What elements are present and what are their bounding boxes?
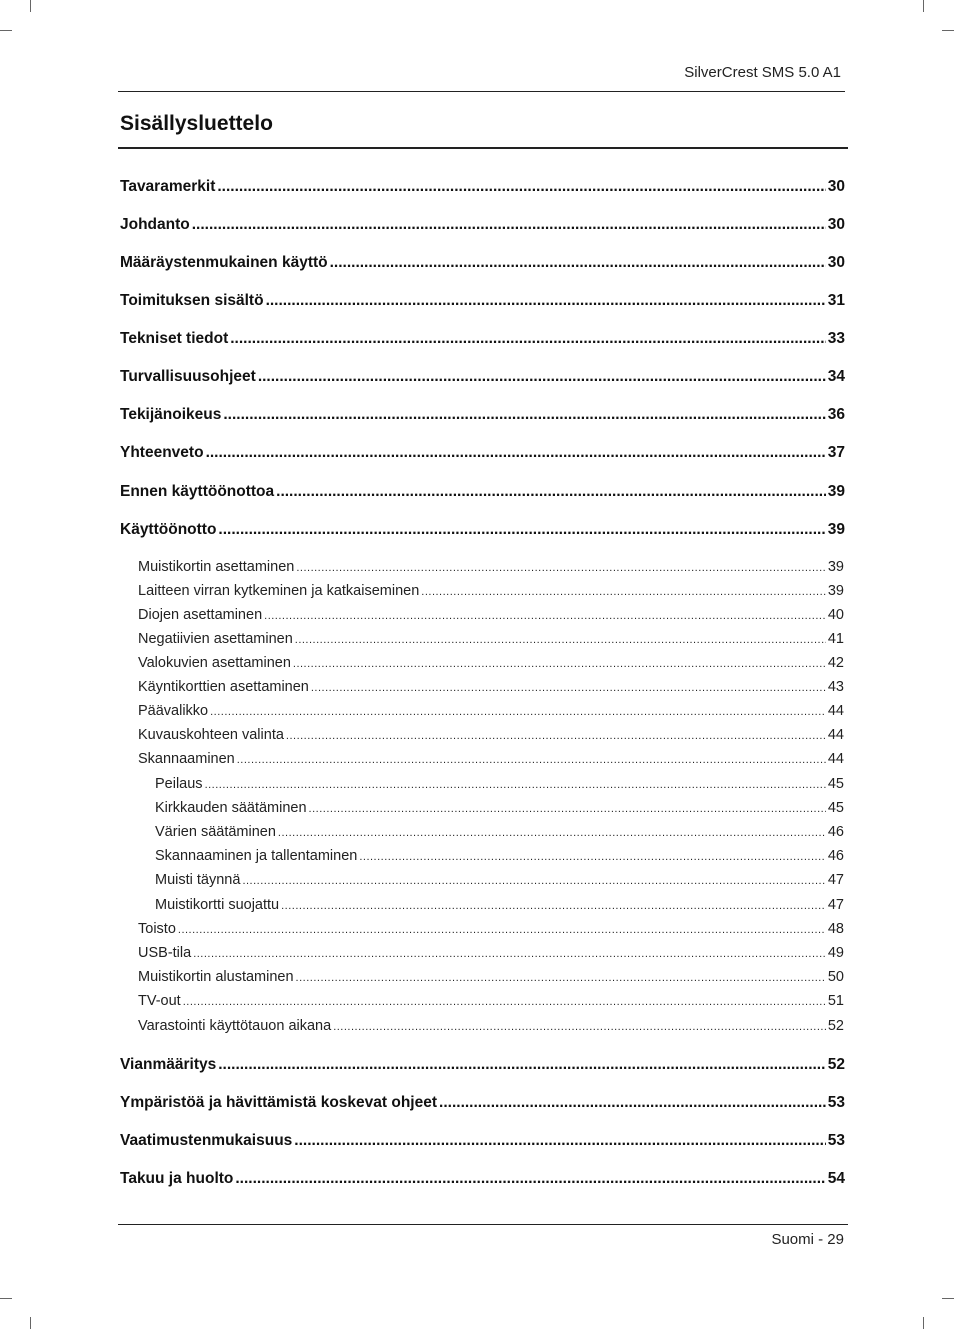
toc-entry-page: 30 — [827, 178, 845, 195]
toc-entry-label: Vianmääritys — [120, 1056, 217, 1073]
footer-rule — [118, 1224, 848, 1225]
toc-dot-leader — [330, 254, 826, 272]
toc-entry-label: Määräystenmukainen käyttö — [120, 254, 328, 271]
toc-entry-label: Toisto — [138, 921, 176, 937]
crop-mark — [0, 30, 12, 31]
toc-entry-page: 39 — [827, 521, 845, 538]
toc-dot-leader — [217, 178, 825, 196]
toc-entry-label: Turvallisuusohjeet — [120, 368, 256, 385]
toc-entry-page: 54 — [827, 1170, 845, 1187]
toc-entry[interactable] — [120, 254, 845, 276]
toc-entry[interactable] — [120, 1056, 845, 1078]
toc-entry-page: 44 — [827, 703, 844, 719]
toc-dot-leader — [295, 634, 826, 646]
toc-entry-label: Muistikortin asettaminen — [138, 559, 295, 575]
toc-dot-leader — [296, 562, 826, 574]
toc-entry[interactable] — [155, 872, 844, 892]
toc-dot-leader — [421, 586, 826, 598]
crop-mark — [30, 1317, 31, 1329]
toc-dot-leader — [266, 292, 826, 310]
toc-entry-page: 49 — [827, 945, 844, 961]
toc-entry-page: 51 — [827, 993, 844, 1009]
toc-dot-leader — [193, 948, 826, 960]
toc-entry-page: 41 — [827, 631, 844, 647]
toc-entry-page: 30 — [827, 216, 845, 233]
toc-entry-label: Kuvauskohteen valinta — [138, 727, 284, 743]
toc-entry[interactable] — [155, 897, 844, 917]
toc-dot-leader — [309, 803, 826, 815]
toc-entry-page: 52 — [827, 1018, 844, 1034]
toc-dot-leader — [359, 851, 826, 863]
toc-entry-label: Valokuvien asettaminen — [138, 655, 291, 671]
page-title: Sisällysluettelo — [120, 112, 273, 135]
toc-entry[interactable] — [120, 216, 845, 238]
toc-entry[interactable] — [120, 178, 845, 200]
toc-entry-label: Laitteen virran kytkeminen ja katkaiseminen — [138, 583, 420, 599]
toc-dot-leader — [278, 827, 826, 839]
toc-entry-page: 45 — [827, 776, 844, 792]
toc-entry-label: Yhteenveto — [120, 444, 204, 461]
toc-entry-page: 47 — [827, 872, 844, 888]
toc-entry[interactable] — [155, 848, 844, 868]
toc-entry-label: Vaatimustenmukaisuus — [120, 1132, 293, 1149]
toc-dot-leader — [178, 924, 826, 936]
toc-entry-label: Ennen käyttöönottoa — [120, 483, 275, 500]
toc-entry-page: 30 — [827, 254, 845, 271]
toc-entry-page: 42 — [827, 655, 844, 671]
toc-dot-leader — [210, 706, 826, 718]
toc-entry-page: 43 — [827, 679, 844, 695]
toc-dot-leader — [333, 1021, 826, 1033]
toc-dot-leader — [230, 330, 826, 348]
toc-entry[interactable] — [138, 703, 844, 723]
toc-entry-label: Muistikortin alustaminen — [138, 969, 294, 985]
toc-entry-label: Värien säätäminen — [155, 824, 276, 840]
toc-dot-leader — [235, 1170, 825, 1188]
toc-entry-label: Tavaramerkit — [120, 178, 216, 195]
crop-mark — [942, 1298, 954, 1299]
toc-dot-leader — [264, 610, 826, 622]
toc-entry[interactable] — [138, 607, 844, 627]
toc-entry[interactable] — [120, 1094, 845, 1116]
toc-dot-leader — [294, 1132, 825, 1150]
toc-entry-label: Käyttöönotto — [120, 521, 217, 538]
toc-entry-label: Ympäristöä ja hävittämistä koskevat ohjeet — [120, 1094, 438, 1111]
toc-entry[interactable] — [138, 993, 844, 1013]
toc-entry[interactable] — [138, 679, 844, 699]
footer-page-number: Suomi - 29 — [771, 1231, 844, 1248]
toc-entry[interactable] — [120, 521, 845, 543]
toc-dot-leader — [237, 754, 826, 766]
toc-entry[interactable] — [120, 1132, 845, 1154]
toc-entry-label: Muisti täynnä — [155, 872, 241, 888]
toc-entry-page: 53 — [827, 1094, 845, 1111]
toc-entry-page: 36 — [827, 406, 845, 423]
toc-entry-page: 46 — [827, 824, 844, 840]
toc-entry[interactable] — [155, 824, 844, 844]
toc-entry-page: 34 — [827, 368, 845, 385]
toc-entry-page: 52 — [827, 1056, 845, 1073]
toc-dot-leader — [311, 682, 826, 694]
toc-entry-label: Negatiivien asettaminen — [138, 631, 293, 647]
toc-entry-page: 31 — [827, 292, 845, 309]
toc-entry-label: Toimituksen sisältö — [120, 292, 264, 309]
toc-entry[interactable] — [120, 330, 845, 352]
crop-mark — [30, 0, 31, 12]
toc-dot-leader — [206, 444, 826, 462]
toc-dot-leader — [439, 1094, 826, 1112]
toc-dot-leader — [183, 996, 826, 1008]
toc-dot-leader — [242, 875, 825, 887]
header-brand: SilverCrest SMS 5.0 A1 — [684, 64, 841, 81]
toc-entry-page: 48 — [827, 921, 844, 937]
toc-entry-page: 44 — [827, 751, 844, 767]
toc-entry-label: Tekijänoikeus — [120, 406, 222, 423]
header-rule — [118, 91, 845, 92]
toc-dot-leader — [223, 406, 825, 424]
toc-entry-label: Takuu ja huolto — [120, 1170, 234, 1187]
toc-entry-label: Varastointi käyttötauon aikana — [138, 1018, 332, 1034]
toc-entry[interactable] — [138, 631, 844, 651]
toc-entry-page: 39 — [827, 559, 844, 575]
toc-entry-label: Skannaaminen — [138, 751, 235, 767]
toc-dot-leader — [281, 900, 826, 912]
toc-entry-page: 33 — [827, 330, 845, 347]
toc-entry[interactable] — [120, 292, 845, 314]
toc-dot-leader — [286, 730, 826, 742]
crop-mark — [0, 1298, 12, 1299]
toc-entry[interactable] — [138, 945, 844, 965]
toc-dot-leader — [296, 972, 826, 984]
toc-entry[interactable] — [138, 655, 844, 675]
toc-dot-leader — [276, 483, 826, 501]
toc-entry[interactable] — [155, 776, 844, 796]
toc-entry[interactable] — [138, 559, 844, 579]
toc-entry[interactable] — [138, 583, 844, 603]
toc-dot-leader — [293, 658, 826, 670]
toc-entry-page: 53 — [827, 1132, 845, 1149]
toc-dot-leader — [192, 216, 826, 234]
crop-mark — [923, 1317, 924, 1329]
toc-entry[interactable] — [155, 800, 844, 820]
toc-entry-page: 37 — [827, 444, 845, 461]
toc-entry[interactable] — [138, 1018, 844, 1038]
toc-entry-label: TV-out — [138, 993, 181, 1009]
toc-entry-label: USB-tila — [138, 945, 192, 961]
title-rule — [118, 147, 848, 149]
toc-entry-label: Johdanto — [120, 216, 190, 233]
toc-entry[interactable] — [120, 368, 845, 390]
toc-entry-page: 39 — [827, 483, 845, 500]
toc-entry-label: Diojen asettaminen — [138, 607, 263, 623]
toc-entry-page: 39 — [827, 583, 844, 599]
toc-entry-label: Peilaus — [155, 776, 203, 792]
toc-dot-leader — [218, 521, 825, 539]
toc-entry-page: 47 — [827, 897, 844, 913]
toc-entry-page: 46 — [827, 848, 844, 864]
toc-entry-label: Muistikortti suojattu — [155, 897, 280, 913]
toc-entry[interactable] — [120, 406, 845, 428]
crop-mark — [942, 30, 954, 31]
toc-dot-leader — [218, 1056, 826, 1074]
toc-entry-page: 40 — [827, 607, 844, 623]
toc-entry[interactable] — [138, 751, 844, 771]
toc-entry-page: 50 — [827, 969, 844, 985]
toc-dot-leader — [205, 779, 826, 791]
crop-mark — [923, 0, 924, 12]
toc-entry-label: Tekniset tiedot — [120, 330, 229, 347]
toc-entry-label: Kirkkauden säätäminen — [155, 800, 307, 816]
toc-entry-page: 44 — [827, 727, 844, 743]
toc-entry-label: Käyntikorttien asettaminen — [138, 679, 309, 695]
toc-entry[interactable] — [138, 727, 844, 747]
toc-entry[interactable] — [138, 969, 844, 989]
toc-entry[interactable] — [120, 444, 845, 466]
toc-entry[interactable] — [138, 921, 844, 941]
toc-entry[interactable] — [120, 483, 845, 505]
toc-dot-leader — [258, 368, 826, 386]
toc-entry[interactable] — [120, 1170, 845, 1192]
toc-entry-label: Skannaaminen ja tallentaminen — [155, 848, 358, 864]
toc-entry-label: Päävalikko — [138, 703, 209, 719]
toc-entry-page: 45 — [827, 800, 844, 816]
